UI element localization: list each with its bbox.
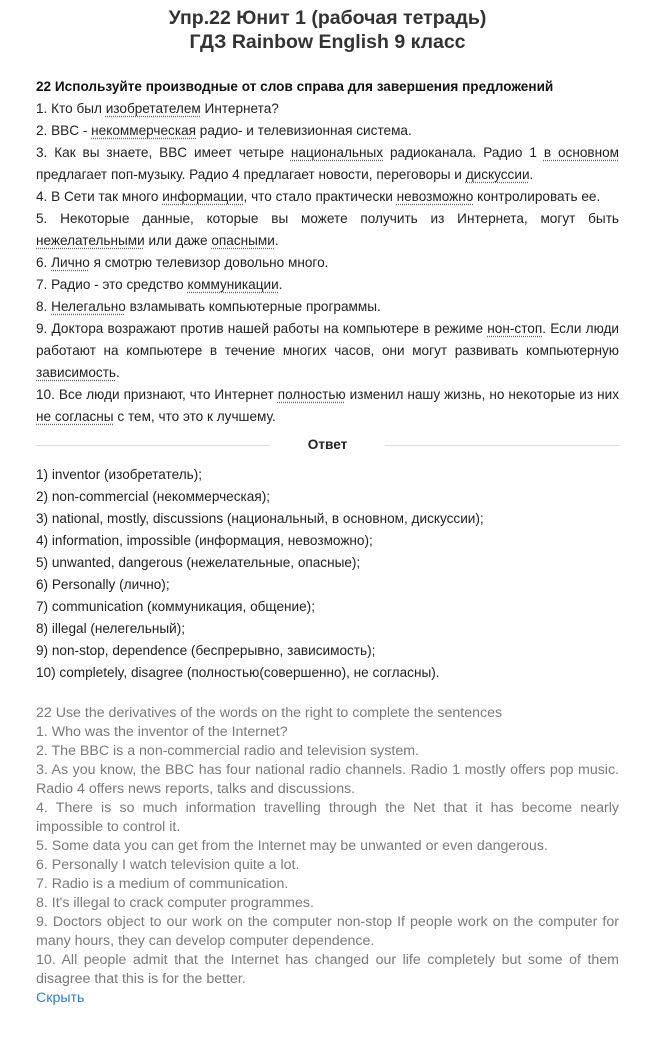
answer-item: 10) completely, disagree (полностью(совершенно), не согласны).	[36, 665, 440, 680]
question-text: контролировать ее.	[473, 189, 601, 204]
question-text: 8.	[36, 299, 52, 314]
hide-link[interactable]: Скрыть	[36, 990, 85, 1006]
answer-word: не согласны	[36, 409, 114, 424]
answer-item: 3) national, mostly, discussions (национальный, в основном, дискуссии);	[36, 511, 484, 526]
question-text: изменил нашу жизнь, но некоторые из них	[345, 387, 619, 402]
answer-word: невозможно	[396, 189, 474, 204]
question-item	[36, 120, 619, 142]
question-item	[36, 252, 619, 274]
answer-word: некоммерческая	[91, 123, 197, 138]
answer-word: нежелательными	[36, 233, 145, 248]
answer-word: изобретателем	[105, 101, 201, 116]
english-heading: 22 Use the derivatives of the words on the right to complete the sentences	[36, 705, 503, 721]
question-text: я смотрю телевизор довольно много.	[89, 255, 329, 270]
answer-item: 4) information, impossible (информация, невозможно);	[36, 533, 373, 548]
question-text: с тем, что это к лучшему.	[113, 409, 276, 424]
answer-item: 7) communication (коммуникация, общение);	[36, 599, 315, 614]
question-item	[36, 318, 619, 384]
question-item	[36, 208, 619, 252]
question-text: .	[278, 277, 283, 292]
english-sentence: 1. Who was the inventor of the Internet?	[36, 724, 288, 740]
answer-label: Ответ	[307, 437, 348, 452]
question-text: .	[274, 233, 279, 248]
question-text: взламывать компьютерные программы.	[125, 299, 381, 314]
english-sentence: 2. The BBC is a non-commercial radio and television system.	[36, 743, 419, 759]
answer-word: информации	[162, 189, 244, 204]
divider-line-left	[36, 445, 270, 446]
answer-item: 5) unwanted, dangerous (нежелательные, опасные);	[36, 555, 361, 570]
answer-word: коммуникации	[187, 277, 279, 292]
question-text: радио- и телевизионная система.	[196, 123, 412, 138]
question-text: 9. Доктора возражают против нашей работы на компьютере в режиме	[36, 321, 488, 336]
question-text: или даже	[144, 233, 212, 248]
task-heading: 22 Используйте производные от слов справа для завершения предложений	[36, 79, 554, 94]
question-text: предлагает поп-музыку. Радио 4 предлагает новости, переговоры и	[36, 167, 466, 182]
question-item	[36, 384, 619, 428]
question-item	[36, 98, 619, 120]
english-sentence: 6. Personally I watch television quite a lot.	[36, 857, 300, 873]
answer-word: полностью	[277, 387, 346, 402]
answer-word: Нелегально	[51, 299, 126, 314]
divider-line-right	[385, 445, 619, 446]
answer-item: 8) illegal (нелегельный);	[36, 621, 185, 636]
question-text: Интернета?	[200, 101, 279, 116]
answer-word: национальных	[290, 145, 384, 160]
question-text: . Если люди работают на компьютере в течение многих часов, они могут развивать компьютерную	[36, 321, 619, 358]
question-item	[36, 186, 619, 208]
question-item	[36, 142, 619, 186]
question-text: 2. BBC -	[36, 123, 92, 138]
question-text: 7. Радио - это средство	[36, 277, 188, 292]
answer-word: опасными	[211, 233, 275, 248]
question-text: .	[116, 365, 120, 380]
question-text: 10. Все люди признают, что Интернет	[36, 387, 278, 402]
questions-list	[36, 98, 619, 428]
english-sentence: 8. It's illegal to crack computer programmes.	[36, 895, 314, 911]
question-text: 5. Некоторые данные, которые вы можете получить из Интернета, могут быть	[36, 211, 619, 226]
question-item	[36, 274, 619, 296]
answer-item: 2) non-commercial (некоммерческая);	[36, 489, 271, 504]
question-item	[36, 296, 619, 318]
english-sentence: 4. There is so much information travelling through the Net that it has become nearly impossible to control it.	[36, 800, 619, 835]
question-text: .	[529, 167, 534, 182]
question-text: 6.	[36, 255, 52, 270]
english-sentence: 5. Some data you can get from the Internet may be unwanted or even dangerous.	[36, 838, 548, 854]
answer-word: дискуссии	[465, 167, 530, 182]
answer-item: 6) Personally (лично);	[36, 577, 170, 592]
answer-word: в основном	[543, 145, 620, 160]
english-sentence: 9. Doctors object to our work on the computer non-stop If people work on the computer for many hours, they can develop computer dependence.	[36, 914, 619, 949]
page-title-line2: ГДЗ Rainbow English 9 класс	[189, 31, 466, 53]
answer-item: 9) non-stop, dependence (беспрерывно, зависимость);	[36, 643, 376, 658]
page-title	[36, 6, 619, 54]
question-text: радиоканала. Радио 1	[383, 145, 544, 160]
question-text: 4. В Сети так много	[36, 189, 163, 204]
answer-divider	[36, 434, 619, 456]
question-text: , что стало практически	[243, 189, 397, 204]
english-translation	[36, 704, 619, 989]
answer-word: зависимость	[36, 365, 117, 380]
question-text: 1. Кто был	[36, 101, 106, 116]
answer-word: нон-стоп	[487, 321, 543, 336]
question-text: 3. Как вы знаете, BBC имеет четыре	[36, 145, 291, 160]
answer-word: Лично	[51, 255, 90, 270]
english-sentence: 3. As you know, the BBC has four national radio channels. Radio 1 mostly offers pop music. Radio 4 offers news reports, talks and discussions.	[36, 762, 619, 797]
english-sentence: 7. Radio is a medium of communication.	[36, 876, 289, 892]
page-title-line1: Упр.22 Юнит 1 (рабочая тетрадь)	[168, 7, 487, 29]
page	[0, 6, 656, 1008]
answers-list	[36, 464, 619, 684]
answer-item: 1) inventor (изобретатель);	[36, 467, 203, 482]
english-sentence: 10. All people admit that the Internet has changed our life completely but some of them disagree that this is for the better.	[36, 952, 619, 987]
